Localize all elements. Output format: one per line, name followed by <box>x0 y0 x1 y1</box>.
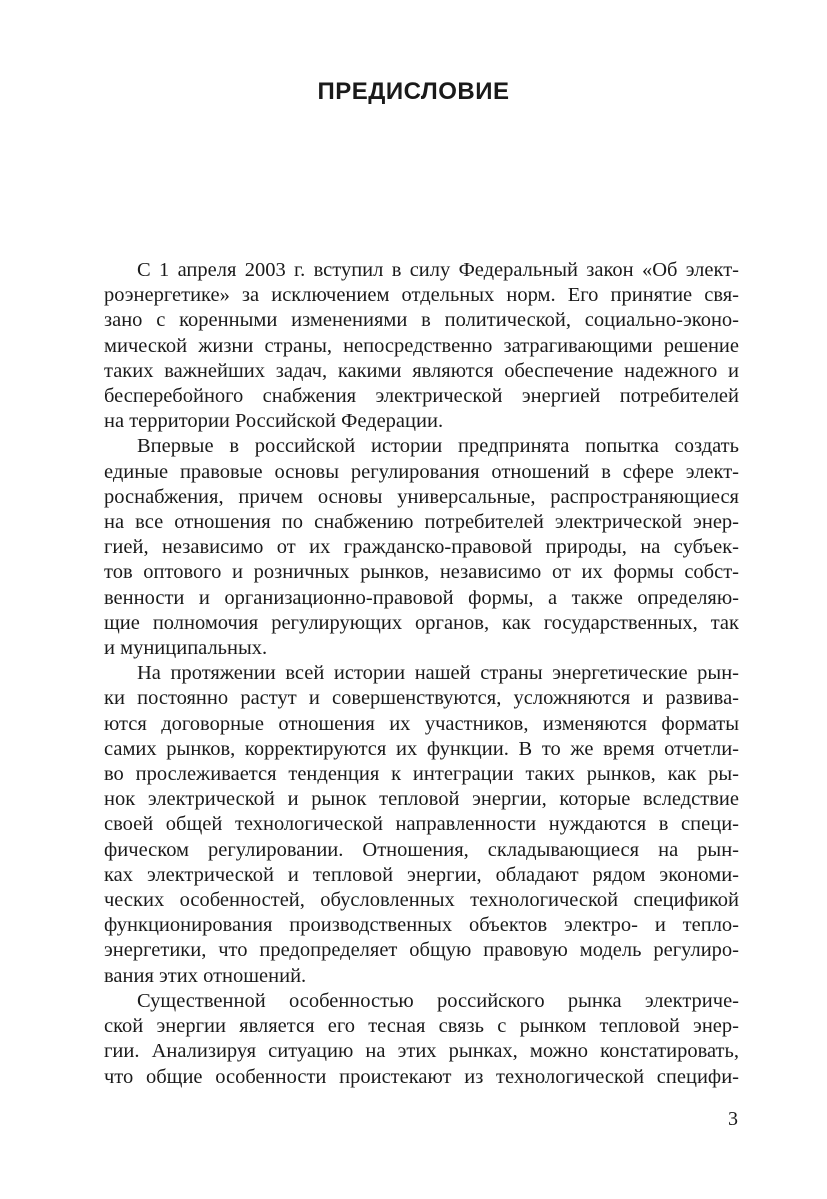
text-line: гией, независимо от их гражданско-правовой природы, на субъек- <box>104 536 739 559</box>
paragraph <box>104 258 739 434</box>
text-line: и муниципальных. <box>104 637 268 660</box>
text-line: на территории Российской Федерации. <box>104 410 444 433</box>
text-line: ках электрической и тепловой энергии, обладают рядом экономи- <box>104 863 739 886</box>
text-line: ки постоянно растут и совершенствуются, усложняются и развива- <box>104 687 739 710</box>
page-title: ПРЕДИСЛОВИЕ <box>317 78 510 105</box>
text-line: зано с коренными изменениями в политической, социально-эконо- <box>104 309 739 332</box>
text-line: Существенной особенностью российского рынка электриче- <box>137 989 739 1012</box>
text-line: бесперебойного снабжения электрической энергией потребителей <box>104 385 739 408</box>
text-line: нок электрической и рынок тепловой энергии, которые вследствие <box>104 788 739 811</box>
text-line: функционирования производственных объектов электро- и тепло- <box>104 914 739 937</box>
paragraph <box>104 661 739 989</box>
paragraph <box>104 989 739 1090</box>
text-line: венности и организационно-правовой формы, а также определяю- <box>104 586 739 609</box>
text-line: гии. Анализируя ситуацию на этих рынках, можно констатировать, <box>104 1040 739 1063</box>
text-line: На протяжении всей истории нашей страны энергетические рын- <box>137 662 739 685</box>
page-number: 3 <box>728 1108 738 1130</box>
text-line: щие полномочия регулирующих органов, как государственных, так <box>104 611 739 634</box>
text-line: единые правовые основы регулирования отношений в сфере элект- <box>104 460 739 483</box>
text-line: вания этих отношений. <box>104 964 307 987</box>
text-line: С 1 апреля 2003 г. вступил в силу Федеральный закон «Об элект- <box>137 259 739 281</box>
text-line: что общие особенности проистекают из технологической специфи- <box>104 1065 739 1088</box>
text-line: ской энергии является его тесная связь с рынком тепловой энер- <box>104 1015 739 1038</box>
text-line: ческих особенностей, обусловленных технологической спецификой <box>104 889 739 912</box>
text-line: Впервые в российской истории предпринята попытка создать <box>137 435 739 458</box>
text-line: на все отношения по снабжению потребителей электрической энер- <box>104 511 739 534</box>
text-line: своей общей технологической направленности нуждаются в специ- <box>104 813 739 836</box>
paragraph <box>104 434 739 661</box>
text-line: роэнергетике» за исключением отдельных норм. Его принятие свя- <box>104 284 739 307</box>
text-line: самих рынков, корректируются их функции. В то же время отчетли- <box>104 737 739 760</box>
text-line: мической жизни страны, непосредственно затрагивающими решение <box>104 334 739 357</box>
text-line: тов оптового и розничных рынков, независимо от их формы собст- <box>104 561 739 584</box>
text-line: энергетики, что предопределяет общую правовую модель регулиро- <box>104 939 739 962</box>
text-line: фическом регулировании. Отношения, складывающиеся на рын- <box>104 838 739 861</box>
body-text <box>104 258 739 1090</box>
text-line: во прослеживается тенденция к интеграции таких рынков, как ры- <box>104 763 739 786</box>
text-line: ются договорные отношения их участников, изменяются форматы <box>104 712 739 735</box>
text-line: роснабжения, причем основы универсальные, распространяющиеся <box>104 485 739 508</box>
text-line: таких важнейших задач, какими являются обеспечение надежного и <box>104 359 739 382</box>
